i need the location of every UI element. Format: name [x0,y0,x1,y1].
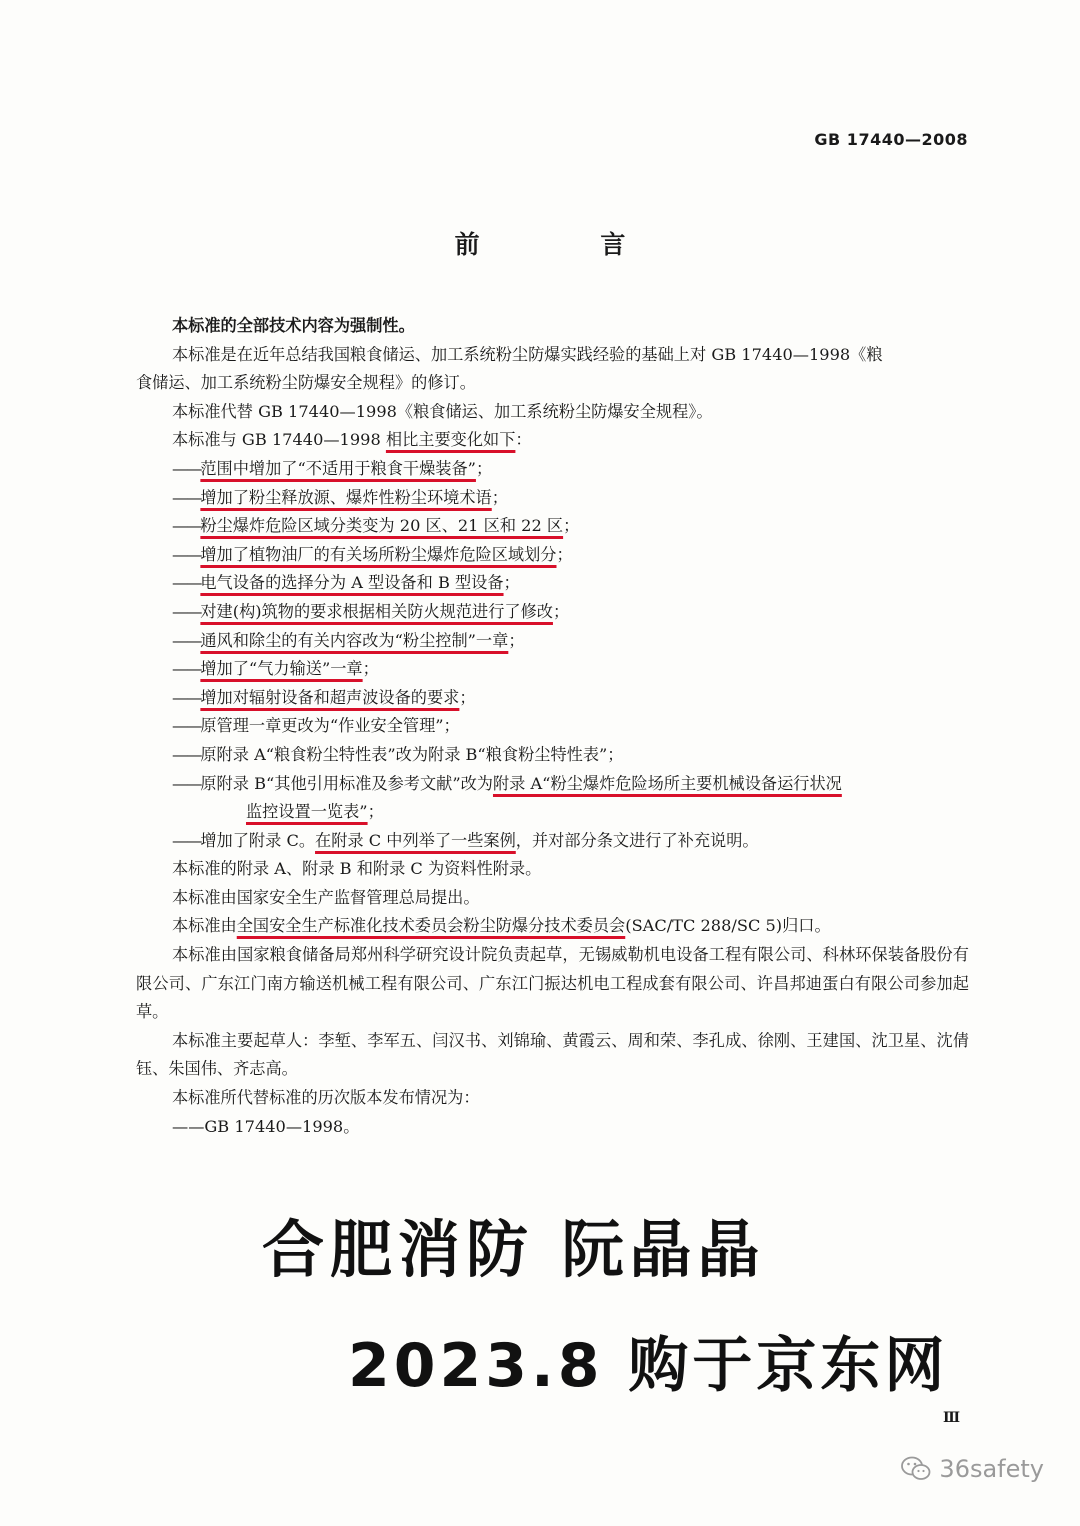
change-text-highlight: 附录 A“粉尘爆炸危险场所主要机械设备运行状况 [492,773,842,793]
dash: —— [172,601,201,621]
watermark [901,1455,1044,1483]
changes-intro-highlight: 相比主要变化如下 [385,430,516,450]
change-text: ； [459,687,476,707]
change-text: 原附录 A“粮食粉尘特性表”改为附录 B“粮食粉尘特性表”； [200,744,624,764]
change-text-highlight: 通风和除尘的有关内容改为“粉尘控制”一章 [200,630,509,650]
dash: —— [172,516,201,536]
change-item [172,598,969,627]
paragraph-drafting-units: 本标准由国家粮食储备局郑州科学研究设计院负责起草，无锡威勒机电设备工程有限公司、科林环保装备股份有限公司、广东江门南方输送机械工程有限公司、广东江门振达机电工程成套有限公司、许昌邦迪蛋白有限公司参加起草。 [136,945,969,1022]
change-text: ； [556,544,573,564]
dash: —— [172,830,201,850]
change-item [172,712,969,741]
change-text-highlight: 在附录 C 中列举了一些案例 [315,830,516,850]
change-text: 原管理一章更改为“作业安全管理”； [200,716,460,736]
document-body [136,312,969,1141]
page-number: Ⅲ [942,1410,960,1426]
dash: —— [172,744,201,764]
change-text: ； [475,458,493,478]
dash: —— [172,544,201,564]
change-text-highlight: 范围中增加了 [200,458,298,478]
change-text: ； [362,659,379,679]
change-text-highlight: 监控设置一览表” [246,802,368,822]
dash: —— [172,773,201,793]
dash: —— [172,487,201,507]
handwriting-line1: 合肥消防 阮晶晶 [262,1213,766,1286]
change-item-continued [172,798,969,827]
paragraph-drafters: 本标准主要起草人：李堑、李军五、闫汉书、刘锦瑜、黄霞云、周和荣、李孔成、徐刚、王建国、沈卫星、沈倩钰、朱国伟、齐志高。 [136,1030,969,1079]
change-text-highlight: 对建(构)筑物的要求根据相关防火规范进行了修改 [200,601,553,621]
change-text: ，并对部分条文进行了补充说明。 [515,830,759,850]
standard-code: GB 17440—2008 [814,130,968,149]
change-text: ； [491,487,508,507]
change-item [172,541,969,570]
dash: —— [172,716,201,736]
paragraph-proposed: 本标准由国家安全生产监督管理总局提出。 [172,887,480,907]
change-text-highlight: 增加了“气力输送”一章 [200,659,363,679]
change-item [172,512,969,541]
change-text-highlight: 增加了粉尘释放源、爆炸性粉尘环境术语 [200,487,492,507]
change-text: ； [508,630,525,650]
committee-code: (SAC/TC 288/SC 5)归口。 [625,916,831,936]
change-item [172,684,969,713]
change-text: 增加了附录 C。 [200,830,316,850]
change-text-highlight: 电气设备的选择分为 A 型设备和 B 型设备 [200,573,504,593]
paragraph-replaces: 本标准代替 GB 17440—1998《粮食储运、加工系统粉尘防爆安全规程》。 [172,401,713,421]
change-text-highlight: 粉尘爆炸危险区域分类变为 20 区、21 区和 22 区 [200,516,564,536]
page-title: 前 言 [454,230,682,259]
paragraph-history-item: ——GB 17440—1998。 [172,1116,360,1136]
change-item [172,827,969,856]
change-text: ； [563,516,580,536]
paragraph-history: 本标准所代替标准的历次版本发布情况为： [172,1088,480,1108]
change-text-highlight: 增加对辐射设备和超声波设备的要求 [200,687,460,707]
change-text: ； [552,601,570,621]
change-text: 原附录 B“其他引用标准及参考文献”改为 [200,773,493,793]
wechat-icon [901,1456,931,1482]
dash: —— [172,630,201,650]
change-text: ； [367,802,384,822]
paragraph-changes-intro [136,426,969,455]
change-item [172,455,969,484]
change-item [172,627,969,656]
change-item [172,655,969,684]
committee-text: 本标准由 [172,916,237,936]
watermark-text: 36safety [939,1455,1044,1483]
dash: —— [172,458,201,478]
change-text: ； [503,573,520,593]
dash: —— [172,573,201,593]
change-item [172,741,969,770]
change-item [172,484,969,513]
handwriting-line2: 2023.8 购于京东网 [348,1331,949,1401]
change-item [172,569,969,598]
changes-intro-text: 本标准与 GB 17440—1998 [172,430,386,450]
paragraph-mandatory: 本标准的全部技术内容为强制性。 [172,316,415,335]
change-text-highlight: 增加了植物油厂的有关场所粉尘爆炸危险区域划分 [200,544,557,564]
paragraph-revision-line1: 本标准是在近年总结我国粮食储运、加工系统粉尘防爆实践经验的基础上对 GB 17440—1998《粮 [172,344,883,364]
committee-highlight: 全国安全生产标准化技术委员会粉尘防爆分技术委员会 [236,916,626,936]
change-item [172,770,969,799]
dash: —— [172,659,201,679]
change-text-highlight: “不适用于粮食干燥装备” [297,458,476,478]
paragraph-annex: 本标准的附录 A、附录 B 和附录 C 为资料性附录。 [172,859,542,879]
paragraph-committee [136,912,969,941]
dash: —— [172,687,201,707]
changes-intro-end: ： [515,430,532,450]
paragraph-revision-line2: 食储运、加工系统粉尘防爆安全规程》的修订。 [136,373,476,393]
